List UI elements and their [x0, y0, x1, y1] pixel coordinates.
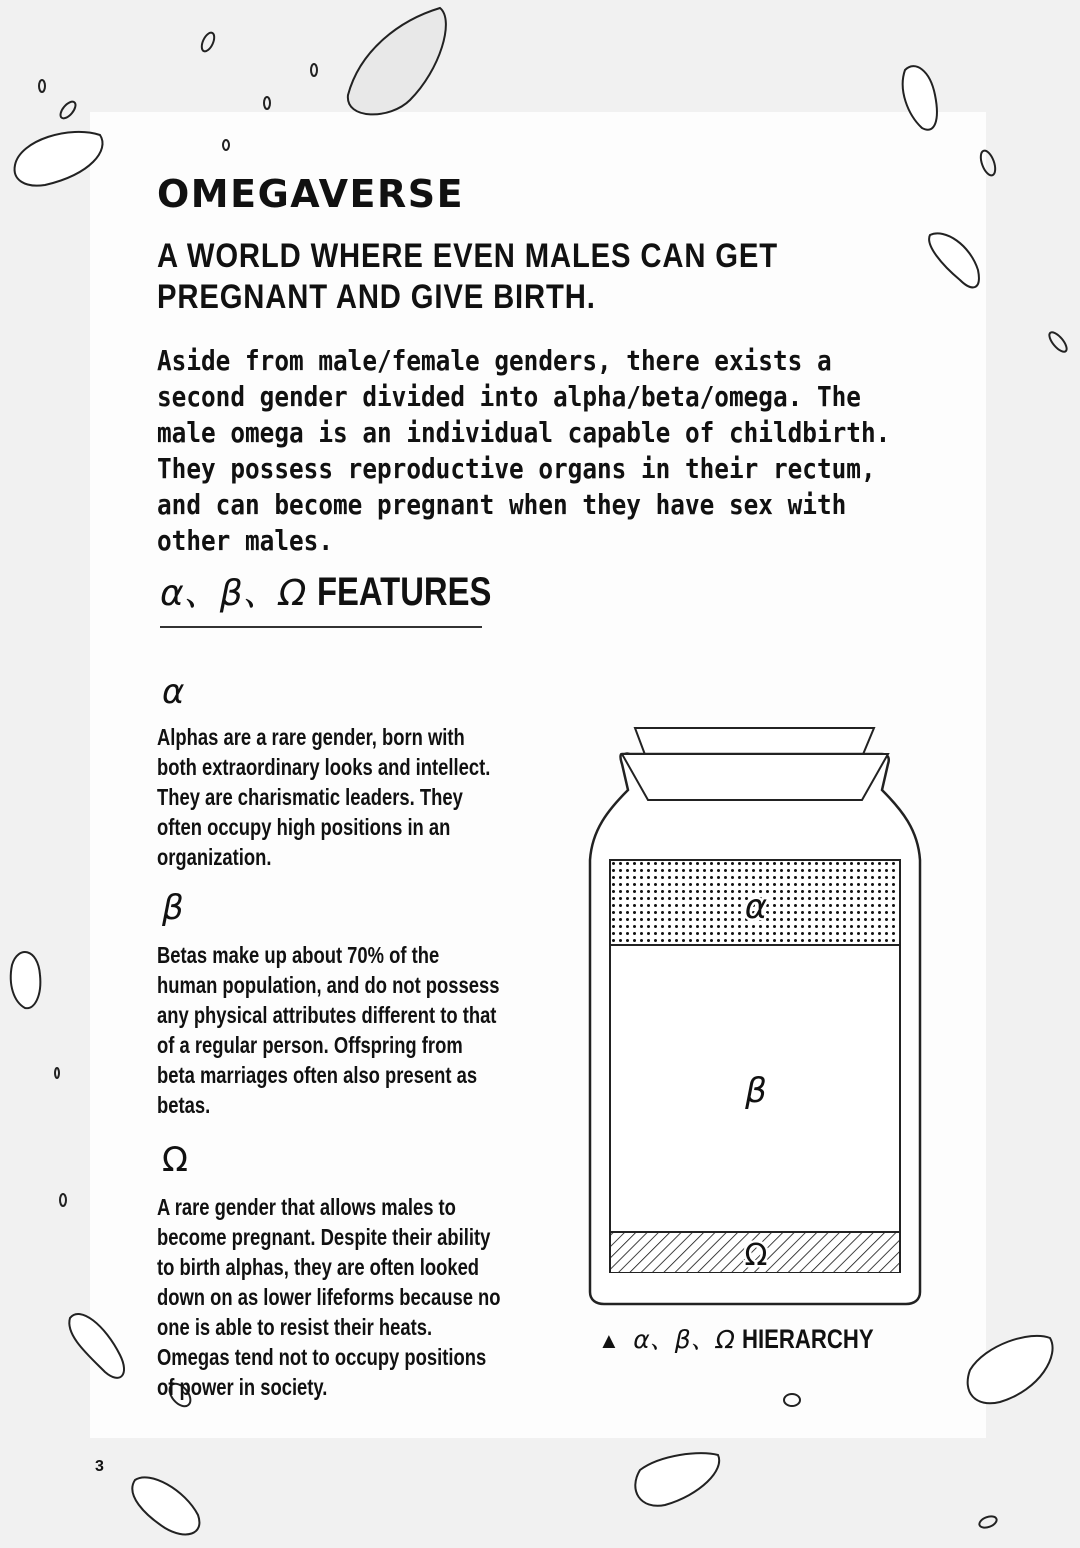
diagram-caption — [598, 1322, 918, 1358]
beta-description: Betas make up about 70% of the human population, and do not possess any physical attributes different to that of a regular person. Offspring from beta marriages often also present as betas. — [157, 942, 500, 1118]
jar-beta-label: β — [745, 1071, 767, 1111]
droplet-shape — [635, 1453, 719, 1506]
droplet-ring — [264, 97, 270, 109]
alpha-symbol: α — [162, 672, 185, 712]
caption-word: HIERARCHY — [742, 1324, 874, 1354]
jar-alpha-label: α — [744, 887, 768, 927]
omega-description: A rare gender that allows males to become pregnant. Despite their ability to birth alphas, they are often looked down on as lower lifeforms because no one is able to resist their heats. Omegas tend not to occupy positions of power in society. — [157, 1194, 501, 1400]
droplet-ring — [39, 80, 45, 92]
droplet-ring — [311, 64, 317, 76]
page-subtitle: A WORLD WHERE EVEN MALES CAN GET PREGNANT AND GIVE BIRTH. — [157, 237, 778, 316]
triangle-marker-icon: ▲ — [598, 1328, 620, 1353]
hierarchy-jar-diagram — [582, 720, 928, 1310]
page-title: OMEGAVERSE — [157, 172, 465, 216]
features-heading-word: FEATURES — [317, 570, 492, 614]
features-heading-symbols: α、β、Ω — [160, 573, 307, 614]
droplet-ring — [58, 99, 79, 121]
alpha-description: Alphas are a rare gender, born with both extraordinary looks and intellect. They are charismatic leaders. They often occupy high positions in an organization. — [157, 724, 491, 870]
beta-symbol: β — [162, 888, 184, 928]
droplet-ring — [55, 1068, 59, 1078]
caption-symbols: α、β、Ω — [633, 1325, 735, 1354]
droplet-shape — [11, 952, 41, 1008]
intro-paragraph: Aside from male/female genders, there exists a second gender divided into alpha/beta/omega. The male omega is an individual capable of childbirth. They possess reproductive organs in their rectum, and can become pregnant when they have sex with other males. — [157, 344, 891, 557]
features-heading — [160, 568, 492, 628]
jar-omega-label: Ω — [744, 1238, 768, 1273]
droplet-ring — [978, 1514, 998, 1530]
omega-symbol: Ω — [162, 1140, 188, 1180]
droplet-shape — [132, 1477, 199, 1534]
droplet-shape — [348, 8, 446, 114]
page-number: 3 — [95, 1458, 104, 1475]
droplet-ring — [60, 1194, 66, 1206]
droplet-ring — [199, 31, 217, 53]
jar-lid-front — [622, 754, 888, 800]
droplet-ring — [1046, 330, 1069, 355]
